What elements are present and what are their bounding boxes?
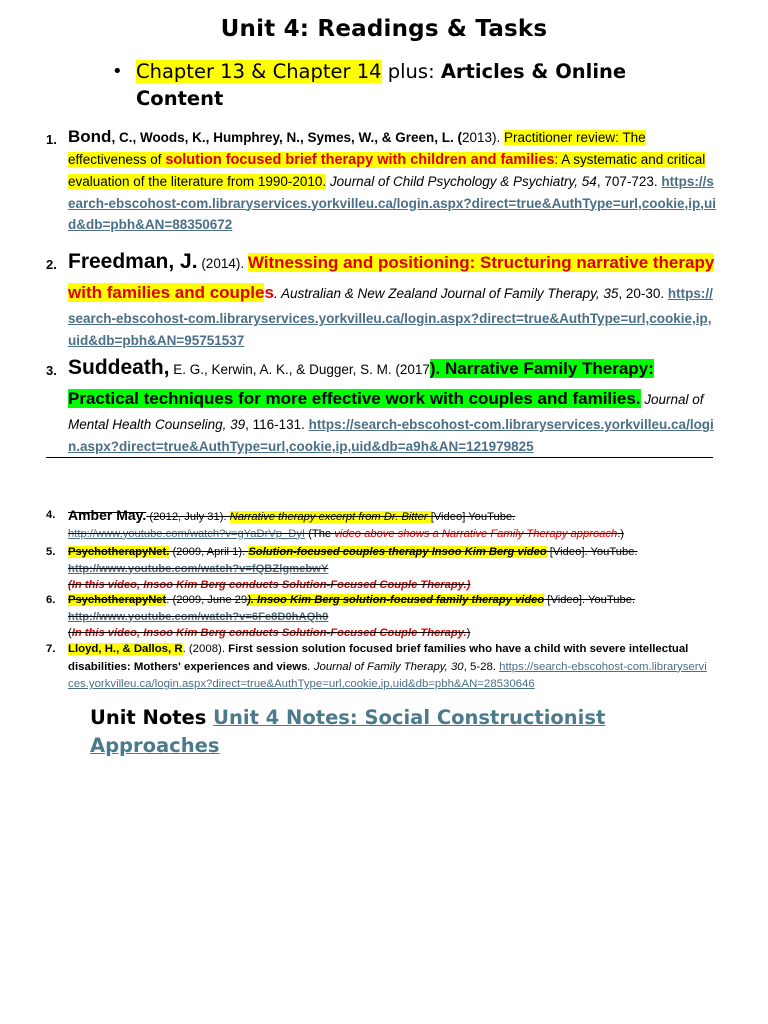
reference-year: 2013). bbox=[462, 130, 505, 145]
page-title: Unit 4: Readings & Tasks bbox=[220, 16, 548, 42]
reference-link[interactable]: https://search-ebscohost-com.libraryservices.yorkvilleu.ca/login.aspx?direct=true&AuthType=url,cookie,ip,uid&db=pbh&AN=28530646 bbox=[68, 660, 707, 690]
readings-bullet bbox=[112, 58, 672, 112]
reference-title-a: Witnessing and positioning: Structuring narrative therapy with families and couple bbox=[68, 253, 715, 302]
reference-author: PsychotherapyNet bbox=[68, 594, 167, 606]
reference-author: Bond bbox=[68, 127, 112, 146]
reference-author: Freedman, J. bbox=[68, 250, 198, 273]
reference-pages: , 707-723. bbox=[596, 174, 662, 189]
reference-video: [Video]. YouTube. bbox=[544, 594, 636, 606]
reference-link[interactable]: http://www.youtube.com/watch?v=gYaDrVp_DyI bbox=[68, 527, 306, 540]
reference-date: . (2009, June 29 bbox=[166, 594, 248, 606]
reference-pages: , 5-28. bbox=[463, 660, 500, 673]
reference-number: 5. bbox=[46, 546, 56, 558]
reference-journal: Journal of Mental Health Counseling, 39 bbox=[68, 392, 704, 432]
reference-video: [Video]. YouTube. bbox=[546, 546, 638, 558]
reference-author: Suddeath, bbox=[68, 356, 170, 379]
reference-2 bbox=[46, 248, 718, 352]
reference-number: 4. bbox=[46, 509, 56, 521]
reference-note: (In this video, Insoo Kim Berg conducts Solution-Focused Couple Therapy.) bbox=[68, 579, 471, 591]
reference-title-c: : A systematic and critical evaluation of the literature from 1990-2010. bbox=[68, 151, 706, 189]
reference-link[interactable]: http://www.youtube.com/watch?v=6Fe8D0hAQh0 bbox=[68, 610, 329, 623]
reference-note-b: video above shows a Narrative Family Therapy approach bbox=[334, 527, 618, 540]
reference-7 bbox=[46, 641, 708, 694]
reference-number: 7. bbox=[46, 643, 56, 655]
video-reference-6 bbox=[46, 592, 708, 642]
reference-3 bbox=[46, 354, 718, 458]
reference-author: Amber May. bbox=[68, 507, 147, 523]
reference-note-c: .) bbox=[617, 527, 625, 540]
reference-pages: , 20-30. bbox=[618, 286, 668, 301]
reference-title: Narrative therapy excerpt from Dr. Bitter bbox=[229, 511, 431, 523]
reference-title: First session solution focused brief families who have a child with severe intellectual disabilities: Mothers' experiences and views bbox=[68, 643, 689, 673]
reference-date: . (2008). bbox=[182, 643, 229, 655]
articles-text: Articles & Online Content bbox=[136, 60, 627, 110]
bullet-dot-icon: • bbox=[112, 61, 123, 82]
reference-video: [Video] YouTube. bbox=[430, 511, 516, 523]
reference-note-c: ) bbox=[466, 627, 471, 639]
unit-notes-label: Unit Notes bbox=[90, 706, 214, 729]
reference-1 bbox=[46, 126, 718, 236]
reference-title-a: ). Narrative Family Therapy: Practical techniques for more effective work with couples and families. bbox=[68, 359, 654, 408]
reference-number: 3. bbox=[46, 363, 57, 378]
reference-link[interactable]: https://search-ebscohost-com.libraryservices.yorkvilleu.ca/login.aspx?direct=true&AuthType=url,cookie,ip,uid&db=pbh&AN=88350672 bbox=[68, 174, 716, 232]
reference-note-b: In this video, Insoo Kim Berg conducts Solution-Focused Couple Therapy. bbox=[71, 627, 467, 639]
reference-title-a: Practitioner review: The effectiveness of bbox=[68, 130, 646, 167]
reference-journal: . Australian & New Zealand Journal of Family Therapy, 35 bbox=[273, 286, 619, 301]
bullet-text bbox=[136, 58, 672, 112]
unit-notes-link[interactable]: Unit 4 Notes: Social Constructionist Approaches bbox=[90, 706, 606, 757]
reference-title-s: s bbox=[264, 283, 274, 302]
reference-journal: . Journal of Family Therapy, 30 bbox=[307, 660, 464, 673]
reference-link[interactable]: http://www.youtube.com/watch?v=fQBZlgmebwY bbox=[68, 562, 329, 575]
reference-title: ). Insoo Kim Berg solution-focused family therapy video bbox=[247, 594, 545, 606]
reference-author: PsychotherapyNet. bbox=[68, 546, 170, 558]
reference-author: Lloyd, H., & Dallos, R bbox=[68, 643, 183, 655]
unit-notes bbox=[90, 704, 690, 760]
plus-text: plus: bbox=[381, 60, 441, 83]
video-reference-5 bbox=[46, 544, 708, 594]
reference-authors-rest: E. G., Kerwin, A. K., & Dugger, S. M. (2017 bbox=[169, 362, 430, 377]
chapters-text: Chapter 13 & Chapter 14 bbox=[136, 60, 382, 83]
reference-number: 1. bbox=[46, 132, 57, 147]
reference-journal: Journal of Child Psychology & Psychiatry, 54 bbox=[326, 174, 597, 189]
reference-date: (2009, April 1). bbox=[169, 546, 249, 558]
reference-note-a: (The bbox=[305, 527, 335, 540]
reference-pages: , 116-131. bbox=[245, 417, 309, 432]
reference-link[interactable]: https://search-ebscohost-com.libraryservices.yorkvilleu.ca/login.aspx?direct=true&AuthType=url,cookie,ip,uid&db=pbh&AN=95751537 bbox=[68, 286, 713, 348]
video-reference-4 bbox=[46, 507, 708, 542]
reference-authors-rest: , C., Woods, K., Humphrey, N., Symes, W., & Green, L. ( bbox=[111, 130, 462, 145]
reference-date: (2012, July 31). bbox=[146, 511, 230, 523]
reference-year: (2014). bbox=[197, 256, 248, 271]
reference-link[interactable]: https://search-ebscohost-com.libraryservices.yorkvilleu.ca/login.aspx?direct=true&AuthType=url,cookie,ip,uid&db=a9h&AN=121979825 bbox=[68, 417, 714, 454]
reference-title-b: solution focused brief therapy with children and families bbox=[165, 151, 555, 168]
reference-number: 2. bbox=[46, 257, 57, 272]
reference-note-a: ( bbox=[68, 627, 72, 639]
reference-number: 6. bbox=[46, 594, 56, 606]
reference-title: Solution-focused couples therapy Insoo Kim Berg video bbox=[248, 546, 547, 558]
section-divider bbox=[46, 457, 713, 458]
